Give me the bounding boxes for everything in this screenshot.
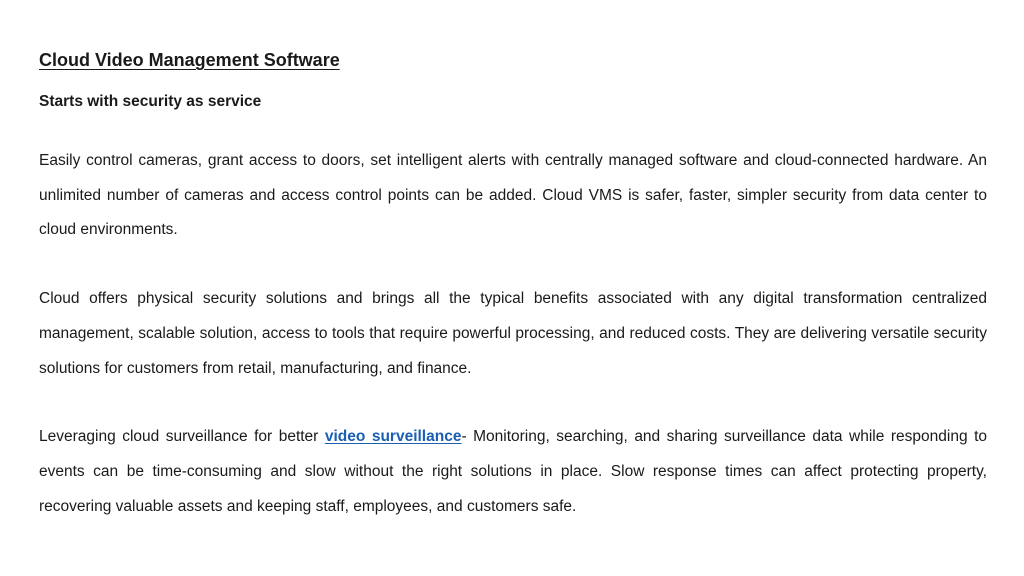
video-surveillance-link[interactable]: video surveillance <box>324 428 462 446</box>
page-subtitle: Starts with security as service <box>39 93 262 110</box>
paragraph-cloud-surveillance <box>39 420 987 524</box>
paragraph-physical-security: Cloud offers physical security solutions and brings all the typical benefits associated with any digital transformation centralized management, scalable solution, access to tools that require powerful processing, and reduced costs. They are delivering versatile security solutions for customers from retail, manufacturing, and finance. <box>39 290 987 377</box>
document-page <box>39 44 987 524</box>
paragraph-text-before-link: Leveraging cloud surveillance for better <box>39 428 325 446</box>
paragraph-text-after-link: - Monitoring, searching, and sharing surveillance data while responding to events can be time-consuming and slow without the right solutions in place. Slow response times can affect protecting property, recovering valuable assets and keeping staff, employees, and customers safe. <box>39 428 987 515</box>
page-title: Cloud Video Management Software <box>39 50 340 70</box>
paragraph-cloud-vms: Easily control cameras, grant access to doors, set intelligent alerts with centrally managed software and cloud-connected hardware. An unlimited number of cameras and access control points can be added. Cloud VMS is safer, faster, simpler security from data center to cloud environments. <box>39 152 987 239</box>
